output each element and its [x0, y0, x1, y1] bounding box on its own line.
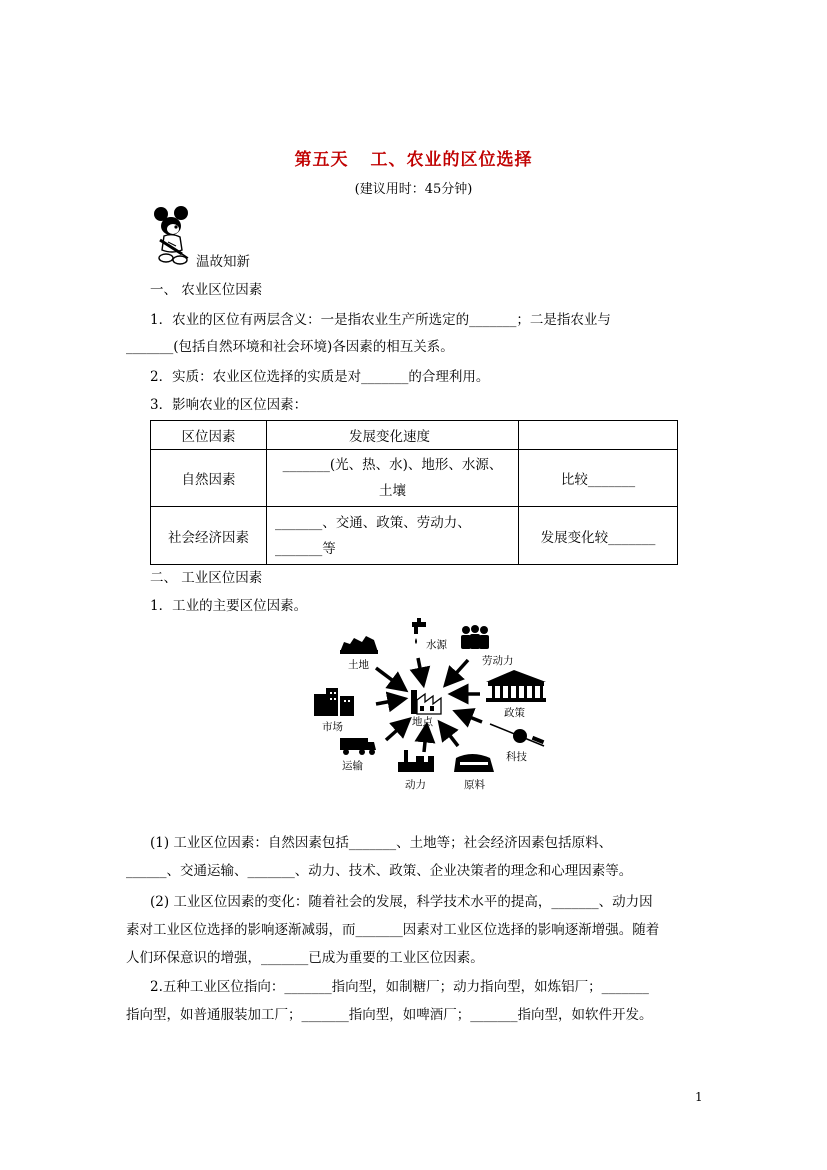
transport-truck-icon: [340, 738, 376, 755]
water-tap-icon: [412, 618, 426, 644]
arrow-labor: [450, 660, 468, 680]
land-label: 土地: [348, 659, 369, 671]
paragraph1-line2: ______、交通运输、_______、动力、技术、政策、企业决策者的理念和心理因素等。: [126, 863, 633, 879]
table-row: [151, 450, 678, 507]
table-header-empty: [519, 421, 678, 450]
water-label: 水源: [426, 639, 447, 651]
arrow-tech: [462, 714, 482, 722]
land-icon: [340, 636, 378, 654]
section1-item2: 2．实质：农业区位选择的实质是对_______的合理利用。: [150, 369, 490, 385]
table-row-social-content-line1: _______、交通、政策、劳动力、: [275, 514, 471, 531]
table-header-row: [151, 421, 678, 450]
table-header-factor: 区位因素: [151, 421, 267, 450]
transport-label: 运输: [342, 760, 363, 772]
table-row-social-speed: 发展变化较_______: [519, 507, 678, 565]
paragraph2-line3: 人们环保意识的增强，_______已成为重要的工业区位因素。: [126, 950, 484, 966]
table-row-natural-name: 自然因素: [151, 450, 267, 507]
table-row-social-content-line2: _______等: [275, 540, 336, 557]
arrow-water: [418, 658, 422, 678]
title-topic: 工、农业的区位选择: [370, 150, 533, 170]
market-label: 市场: [322, 721, 343, 733]
table-row-natural-content-line1: _______(光、热、水)、地形、水源、: [282, 457, 503, 473]
page-title: [0, 145, 827, 170]
arrow-material: [444, 728, 458, 746]
mouse-mascot-icon: [152, 206, 196, 266]
table-row-natural-content-line2: 土壤: [379, 483, 406, 499]
paragraph3-line2: 指向型，如普通服装加工厂；_______指向型，如啤酒厂；_______指向型，如软件开发。: [126, 1007, 653, 1023]
power-plant-icon: [398, 750, 434, 772]
tech-label: 科技: [506, 751, 527, 763]
tech-satellite-icon: [490, 724, 544, 746]
table-row-natural-speed: 比较_______: [519, 450, 678, 507]
section1-item1-line1: 1．农业的区位有两层含义：一是指农业生产所选定的_______；二是指农业与: [150, 312, 611, 328]
section1-item1-line2: _______(包括自然环境和社会环境)各因素的相互关系。: [126, 339, 454, 355]
center-label: 地点: [412, 716, 433, 728]
page-number: 1: [695, 1090, 703, 1104]
section2-heading: 二、 工业区位因素: [150, 570, 263, 586]
suggested-time: (建议用时：45分钟): [354, 182, 473, 197]
arrow-transport: [386, 724, 404, 740]
section1-item3: 3．影响农业的区位因素：: [150, 397, 308, 413]
arrow-power: [424, 732, 426, 752]
paragraph1-line1: (1) 工业区位因素：自然因素包括_______、土地等；社会经济因素包括原料、: [150, 835, 613, 851]
material-label: 原料: [464, 779, 485, 791]
labor-label: 劳动力: [482, 655, 514, 667]
agriculture-factors-table: [150, 420, 678, 565]
section1-heading: 一、 农业区位因素: [150, 282, 263, 298]
policy-building-icon: [486, 670, 546, 702]
paragraph3-line1: 2.五种工业区位指向：_______指向型，如制糖厂；动力指向型，如炼铝厂；_______: [150, 979, 649, 995]
table-header-speed: 发展变化速度: [267, 421, 519, 450]
section-badge: 温故知新: [196, 254, 250, 270]
section2-item1: 1．工业的主要区位因素。: [150, 598, 308, 614]
table-row-social-content: [267, 507, 519, 565]
material-ore-icon: [454, 754, 494, 772]
paragraph2-line2: 素对工业区位选择的影响逐渐减弱，而_______因素对工业区位选择的影响逐渐增强。随着: [126, 922, 660, 938]
center-factory-icon: [411, 690, 441, 714]
market-buildings-icon: [314, 688, 354, 716]
table-row-social-name: 社会经济因素: [151, 507, 267, 565]
title-day: 第五天: [294, 150, 349, 170]
arrow-market: [376, 700, 398, 704]
arrow-land: [376, 668, 400, 686]
table-row: [151, 507, 678, 565]
labor-people-icon: [461, 625, 489, 649]
industry-location-diagram: [300, 612, 560, 802]
power-label: 动力: [405, 779, 426, 791]
paragraph2-line1: (2) 工业区位因素的变化：随着社会的发展，科学技术水平的提高，_______、动力因: [150, 894, 653, 910]
table-row-natural-content: [267, 450, 519, 507]
policy-label: 政策: [504, 707, 525, 719]
